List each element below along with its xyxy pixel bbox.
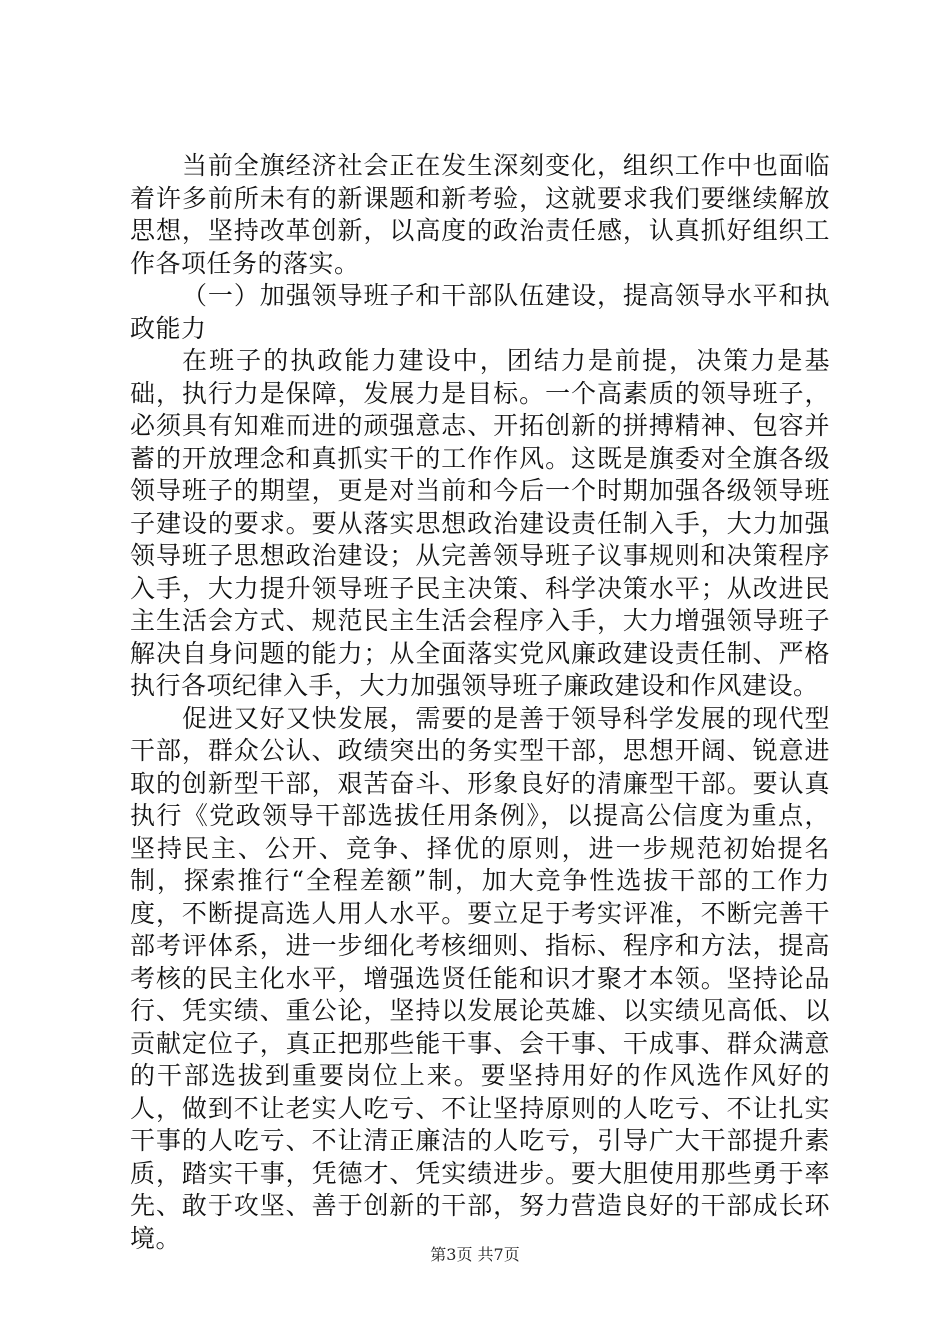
section-heading: （一）加强领导班子和干部队伍建设，提高领导水平和执政能力 [130,281,830,343]
document-body [130,150,830,1255]
paragraph-intro: 当前全旗经济社会正在发生深刻变化，组织工作中也面临着许多前所未有的新课题和新考验，这就要求我们要继续解放思想，坚持改革创新，以高度的政治责任感，认真抓好组织工作各项任务的落实。 [130,151,830,278]
paragraph-leadership: 在班子的执政能力建设中，团结力是前提，决策力是基础，执行力是保障，发展力是目标。一个高素质的领导班子，必须具有知难而进的顽强意志、开拓创新的拼搏精神、包容并蓄的开放理念和真抓实干的工作作风。这既是旗委对全旗各级领导班子的期望，更是对当前和今后一个时期加强各级领导班子建设的要求。要从落实思想政治建设责任制入手，大力加强领导班子思想政治建设；从完善领导班子议事规则和决策程序入手，大力提升领导班子民主决策、科学决策水平；从改进民主生活会方式、规范民主生活会程序入手，大力增强领导班子解决自身问题的能力；从全面落实党风廉政建设责任制、严格执行各项纪律入手，大力加强领导班子廉政建设和作风建设。 [130,346,830,700]
page-number-footer: 第3页 共7页 [430,1245,520,1264]
paragraph-cadres: 促进又好又快发展，需要的是善于领导科学发展的现代型干部，群众公认、政绩突出的务实型干部，思想开阔、锐意进取的创新型干部，艰苦奋斗、形象良好的清廉型干部。要认真执行《党政领导干部选拔任用条例》，以提高公信度为重点，坚持民主、公开、竞争、择优的原则，进一步规范初始提名制，探索推行“全程差额”制，加大竞争性选拔干部的工作力度，不断提高选人用人水平。要立足于考实评准，不断完善干部考评体系，进一步细化考核细则、指标、程序和方法，提高考核的民主化水平，增强选贤任能和识才聚才本领。坚持论品行、凭实绩、重公论，坚持以发展论英雄、以实绩见高低、以贡献定位子，真正把那些能干事、会干事、干成事、群众满意的干部选拔到重要岗位上来。要坚持用好的作风选作风好的人，做到不让老实人吃亏、不让坚持原则的人吃亏、不让扎实干事的人吃亏、不让清正廉洁的人吃亏，引导广大干部提升素质，踏实干事，凭德才、凭实绩进步。要大胆使用那些勇于率先、敢于攻坚、善于创新的干部，努力营造良好的干部成长环境。 [130,703,830,1253]
